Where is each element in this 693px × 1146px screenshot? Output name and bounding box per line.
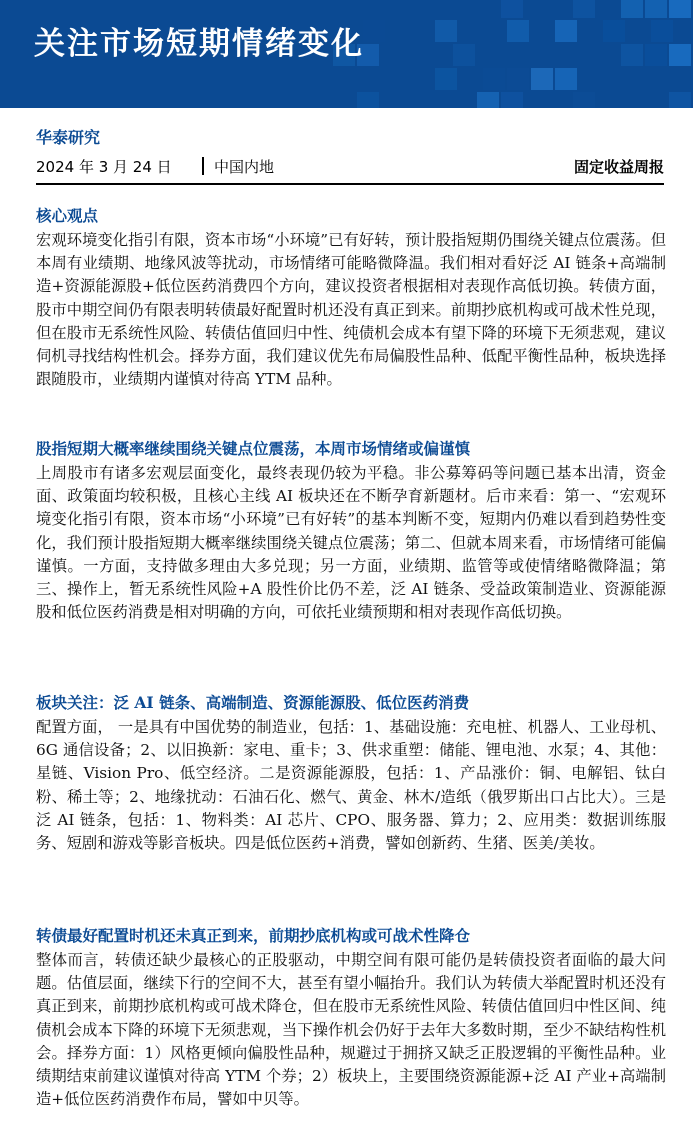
decorative-tile (645, 0, 667, 18)
section-heading: 核心观点 (36, 206, 99, 225)
section-body: 上周股市有诸多宏观层面变化，最终表现仍较为平稳。非公募筹码等问题已基本出清，资金面、政策面均较积极，且核心主线 AI 板块还在不断孕育新题材。后市来看：第一、“宏观环境变化指引有限，资本市场“小环境”已有好转”的基本判断不变，短期内仍难以看到趋势性变化，我们预计股指短期大概率继续围绕关键点位震荡；第二、但就本周来看，市场情绪可能偏谨慎。一方面，支持做多理由大多兑现；另一方面，业绩期、监管等或使情绪略微降温；第三、操作上，暂无系统性风险+A 股性价比仍不差，泛 AI 链条、受益政策制造业、资源能源股和低位医药消费是相对明确的方向，可依托业绩预期和相对表现作高低切换。 (36, 464, 666, 622)
header-banner (0, 0, 693, 108)
report-title: 关注市场短期情绪变化 (34, 26, 364, 62)
section-index-outlook (36, 438, 666, 624)
decorative-tile (603, 20, 625, 42)
report-meta (36, 156, 664, 182)
decorative-tile (669, 92, 691, 108)
decorative-tile (435, 20, 457, 42)
section-heading: 股指短期大概率继续围绕关键点位震荡，本周市场情绪或偏谨慎 (36, 439, 471, 458)
decorative-tile (621, 0, 643, 18)
brand-name: 华泰研究 (36, 128, 101, 147)
decorative-tile (507, 20, 529, 42)
section-body: 整体而言，转债还缺少最核心的正股驱动，中期空间有限可能仍是转债投资者面临的最大问题。估值层面，继续下行的空间不大，甚至有望小幅抬升。我们认为转债大举配置时机还没有真正到来，前期抄底机构或可战术降仓，但在股市无系统性风险、转债估值回归中性区间、纯债机会成本下降的环境下无须悲观，当下操作机会仍好于去年大多数时期，至少不缺结构性机会。择券方面：1）风格更倾向偏股性品种，规避过于拥挤又缺乏正股逻辑的平衡性品种。业绩期结束前建议谨慎对待高 YTM 个券；2）板块上，主要围绕资源能源+泛 AI 产业+高端制造+低位医药消费作布局，譬如中贝等。 (36, 951, 666, 1109)
section-body: 宏观环境变化指引有限，资本市场“小环境”已有好转，预计股指短期仍围绕关键点位震荡。但本周有业绩期、地缘风波等扰动，市场情绪可能略微降温。我们相对看好泛 AI 链条+高端制造+资源能源股+低位医药消费四个方向，建议投资者根据相对表现作高低切换。转债方面，股市中期空间仍有限表明转债最好配置时机还没有真正到来。前期抄底机构或可战术性兑现，但在股市无系统性风险、转债估值回归中性、纯债机会成本有望下降的环境下无须悲观，建议伺机寻找结构性机会。择券方面，我们建议优先布局偏股性品种、低配平衡性品种，板块选择跟随股市，业绩期内谨慎对待高 YTM 品种。 (36, 231, 666, 389)
section-convertible-bonds (36, 925, 666, 1111)
section-body: 配置方面， 一是具有中国优势的制造业，包括：1、基础设施：充电桩、机器人、工业母机、6G 通信设备；2、以旧换新：家电、重卡；3、供求重塑：储能、锂电池、水泵；4、其他：星链、Vision Pro、低空经济。二是资源能源股，包括：1、产品涨价：铜、电解铝、钛白粉、稀土等；2、地缘扰动：石油石化、燃气、黄金、林木/造纸（俄罗斯出口占比大）。三是泛 AI 链条，包括：1、物料类：AI 芯片、CPO、服务器、算力；2、应用类：数据训练服务、短剧和游戏等影音板块。四是低位医药+消费，譬如创新药、生猪、医美/美妆。 (36, 718, 666, 853)
meta-divider (202, 157, 204, 175)
decorative-tile (501, 92, 523, 108)
decorative-tile (573, 0, 595, 18)
section-core-view (36, 205, 666, 391)
report-region: 中国内地 (214, 158, 275, 176)
decorative-tile (651, 20, 673, 42)
decorative-tile (357, 92, 379, 108)
decorative-tile (483, 68, 505, 90)
section-sector-focus (36, 692, 666, 855)
header-rule (36, 183, 664, 185)
decorative-tile (507, 68, 529, 90)
report-type: 固定收益周报 (573, 158, 664, 176)
decorative-tile (573, 92, 595, 108)
decorative-tile (621, 44, 643, 66)
decorative-tile (363, 20, 385, 42)
decorative-tile (453, 44, 475, 66)
section-heading: 板块关注：泛 AI 链条、高端制造、资源能源股、低位医药消费 (36, 693, 470, 712)
decorative-tile (435, 68, 457, 90)
decorative-tile (669, 0, 691, 18)
decorative-tile (477, 92, 499, 108)
report-date: 2024 年 3 月 24 日 (36, 158, 172, 176)
decorative-tile (645, 44, 667, 66)
decorative-tile (501, 0, 523, 18)
section-heading: 转债最好配置时机还未真正到来，前期抄底机构或可战术性降仓 (36, 926, 471, 945)
decorative-tile (669, 44, 691, 66)
decorative-tiles (333, 0, 693, 108)
decorative-tile (531, 68, 553, 90)
decorative-tile (555, 20, 577, 42)
decorative-tile (555, 68, 577, 90)
